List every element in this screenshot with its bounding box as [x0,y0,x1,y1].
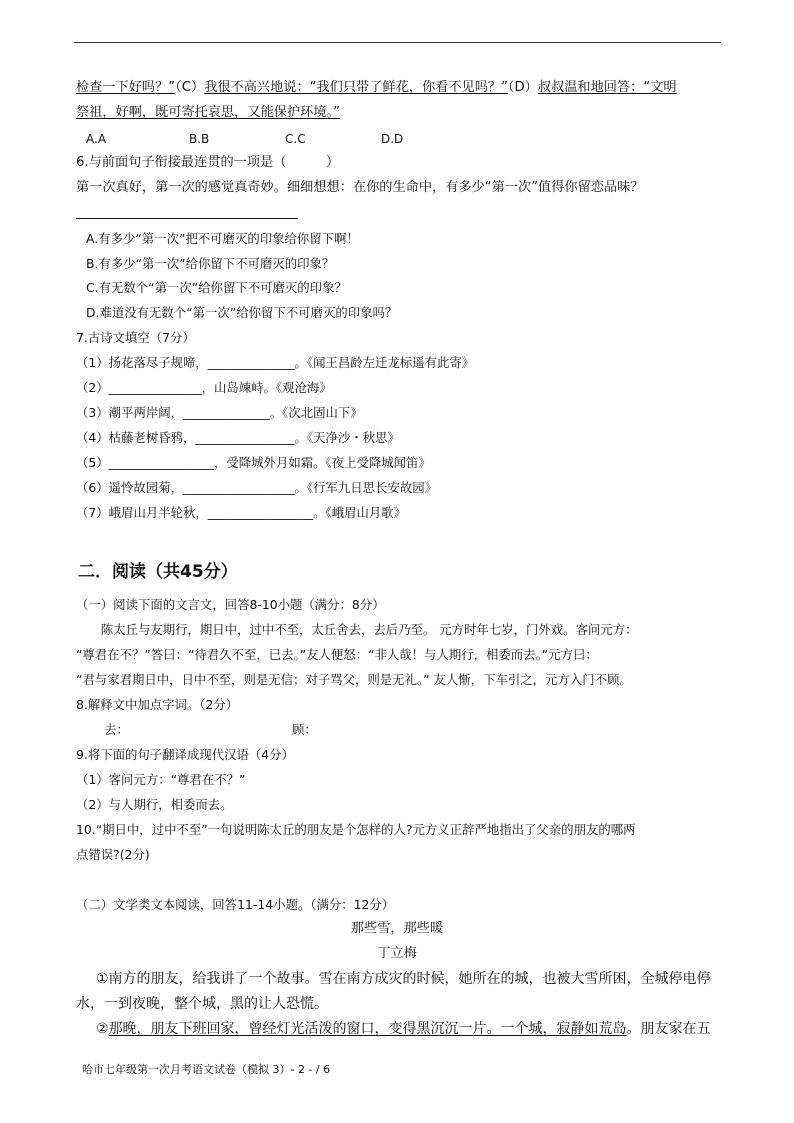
q10-line-2: 点错误?(2分) [76,847,150,862]
story-paragraph-1-line-1: ①南方的朋友，给我讲了一个故事。雪在南方成灾的时候，她所在的城，也被大雪所困，全城停电停 [96,971,711,987]
q5-label-d: （D） [507,80,538,95]
q5-choice-c: C.C [285,132,306,146]
q7-item-6: （6）遥怜故园菊，__________________。《行军九日思长安故园》 [76,480,438,495]
q7-item-1: （1）扬花落尽子规啼，______________。《闻王昌龄左迁龙标遥有此寄》 [76,355,475,370]
q5-option-d-text: 叔叔温和地回答：“文明 [537,80,677,95]
paragraph-2-tail: 。朋友家在五 [626,1021,711,1037]
q6-option-a: A.有多少“第一次”把不可磨灭的印象给你留下啊！ [86,231,359,246]
q6-option-d: D.难道没有无数个“第一次”给你留下不可磨灭的印象吗？ [86,305,398,320]
q8-blank-qu: 去： [104,722,129,737]
part2-intro: （二）文学类文本阅读，回答11-14小题。（满分：12分） [76,897,395,912]
q7-stem: 7.古诗文填空（7分） [76,330,195,345]
classical-line-3: “君与家君期日中，日中不至，则是无信；对子骂父，则是无礼。” 友人惭，下车引之，元方入门不顾。 [76,672,632,687]
q6-stem: 6.与前面句子衔接最连贯的一项是（ ） [76,155,340,170]
q5-line-2: 祭祖，好啊，既可寄托哀思，又能保护环境。” [76,105,340,120]
q9-item-2: （2）与人期行，相委而去。 [76,797,233,812]
q10-line-1: 10.“期日中，过中不至”一句说明陈太丘的朋友是个怎样的人?元方义正辞严地指出了父亲的朋友的哪两 [76,822,636,837]
q5-line-1 [76,78,677,98]
classical-line-1: 陈太丘与友期行，期日中，过中不至，太丘舍去，去后乃至。 元方时年七岁，门外戏。客问元方： [76,622,638,637]
story-title: 那些雪，那些暖 [350,921,444,936]
section-heading-reading: 二．阅读（共45分） [78,562,238,582]
q8-stem: 8.解释文中加点字词。（2分） [76,697,239,712]
q5-choice-b: B.B [189,132,210,146]
q5-option-b-tail: 检查一下好吗？” [76,80,176,95]
q7-item-5: （5）_________________，受降城外月如霜。《夜上受降城闻笛》 [76,455,431,470]
header-rule [74,42,721,43]
page-footer: 哈市七年级第一次月考语文试卷（模拟 3）- 2 - / 6 [82,1063,331,1076]
q7-item-7: （7）峨眉山月半轮秋，_________________。《峨眉山月歌》 [76,505,407,520]
part1-intro: （一）阅读下面的文言文，回答8-10小题（满分：8分） [76,597,385,612]
story-author: 丁立梅 [377,946,417,961]
q8-blank-gu: 顾： [292,722,317,737]
story-paragraph-1-line-2: 水，一到夜晚，整个城，黑的让人恐慌。 [76,996,328,1012]
q5-choice-a: A.A [86,132,107,146]
classical-line-2: “尊君在不？”答曰：“待君久不至，已去。”友人便怒：“非人哉！与人期行，相委而去。”元方曰： [76,647,598,662]
q7-item-3: （3）潮平两岸阔，______________。《次北固山下》 [76,405,363,420]
paragraph-number-2: ② [96,1021,109,1037]
q9-stem: 9.将下面的句子翻译成现代汉语（4分） [76,747,294,762]
q6-option-b: B.有多少“第一次”给你留下不可磨灭的印象？ [86,256,335,271]
q6-passage: 第一次真好，第一次的感觉真奇妙。细细想想：在你的生命中，有多少“第一次”值得你留恋品味？ [76,180,644,195]
q6-answer-blank [76,218,298,219]
q7-item-4: （4）枯藤老树昏鸦，________________。《天净沙・秋思》 [76,430,400,445]
q5-option-c-text: 我很不高兴地说：“我们只带了鲜花，你看不见吗？” [204,80,508,95]
underlined-sentence: 那晚，朋友下班回家，曾经灯光活泼的窗口，变得黑沉沉一片。一个城，寂静如荒岛 [108,1021,627,1037]
q5-choice-d: D.D [381,132,404,146]
q9-item-1: （1）客问元方：“尊君在不？” [76,772,246,787]
q5-label-c: （C） [175,80,205,95]
q6-option-c: C.有无数个“第一次”给你留下不可磨灭的印象？ [86,280,347,295]
q7-item-2: （2）_______________，山岛竦峙。《观沧海》 [76,380,332,395]
story-paragraph-2-line-1 [96,1019,711,1039]
